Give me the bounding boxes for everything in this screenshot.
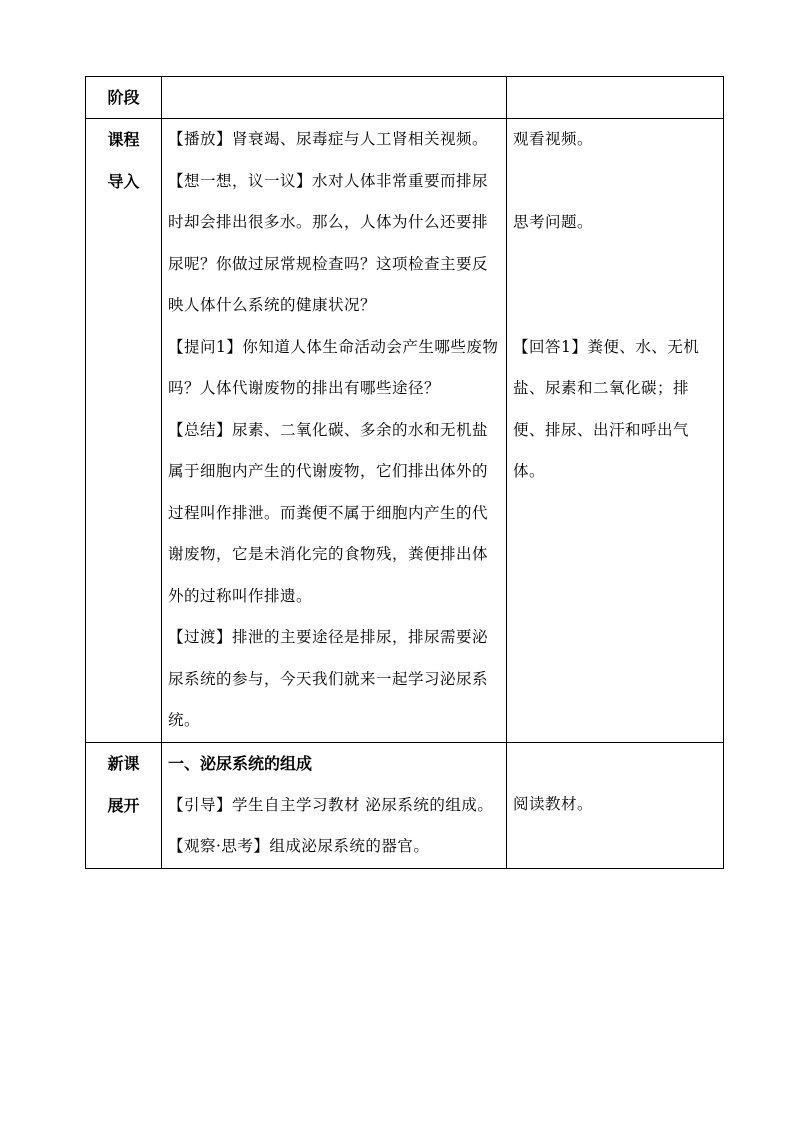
stage-label-line: 展开 <box>107 795 140 815</box>
table-row-new-lesson <box>86 742 724 868</box>
table-row-intro <box>86 119 724 743</box>
paragraph-think: 【想一想，议一议】水对人体非常重要而排尿时却会排出很多水。那么，人体为什么还要排尿呢？你做过尿常规检查吗？这项检查主要反映人体什么系统的健康状况？ <box>168 171 489 314</box>
paragraph-question: 【提问1】你知道人体生命活动会产生哪些废物吗？人体代谢废物的排出有哪些途径？ <box>168 337 499 397</box>
teacher-activity-cell <box>162 119 507 743</box>
student-activity-cell <box>507 742 724 868</box>
section-heading: 一、泌尿系统的组成 <box>168 753 313 773</box>
student-watch: 观看视频。 <box>513 130 594 148</box>
stage-cell-new-lesson <box>86 742 162 868</box>
student-activity-cell <box>507 119 724 743</box>
lesson-plan-table <box>85 76 724 869</box>
paragraph-transition: 【过渡】排泄的主要途径是排尿，排尿需要泌尿系统的参与，今天我们就来一起学习泌尿系统。 <box>168 628 489 729</box>
paragraph-play: 【播放】肾衰竭、尿毒症与人工肾相关视频。 <box>168 130 489 148</box>
table-header-row <box>86 77 724 119</box>
student-answer: 【回答1】粪便、水、无机盐、尿素和二氧化碳；排便、排尿、出汗和呼出气体。 <box>513 337 700 480</box>
student-header <box>507 77 724 119</box>
teacher-activity-cell <box>162 742 507 868</box>
paragraph-summary: 【总结】尿素、二氧化碳、多余的水和无机盐属于细胞内产生的代谢废物，它们排出体外的过程叫作排泄。而粪便不属于细胞内产生的代谢废物，它是未消化完的食物残，粪便排出体外的过称叫作排遗。 <box>168 420 489 605</box>
stage-cell-intro <box>86 119 162 743</box>
paragraph-guide: 【引导】学生自主学习教材 泌尿系统的组成。 <box>168 795 494 814</box>
student-read: 阅读教材。 <box>513 795 594 813</box>
student-think: 思考问题。 <box>513 213 594 231</box>
stage-header: 阶段 <box>86 77 162 119</box>
paragraph-observe: 【观察·思考】组成泌尿系统的器官。 <box>168 837 430 855</box>
stage-label-line: 新课 <box>107 753 140 773</box>
stage-label-line: 课程 <box>107 130 140 149</box>
stage-label-line: 导入 <box>107 172 140 191</box>
content-header <box>162 77 507 119</box>
